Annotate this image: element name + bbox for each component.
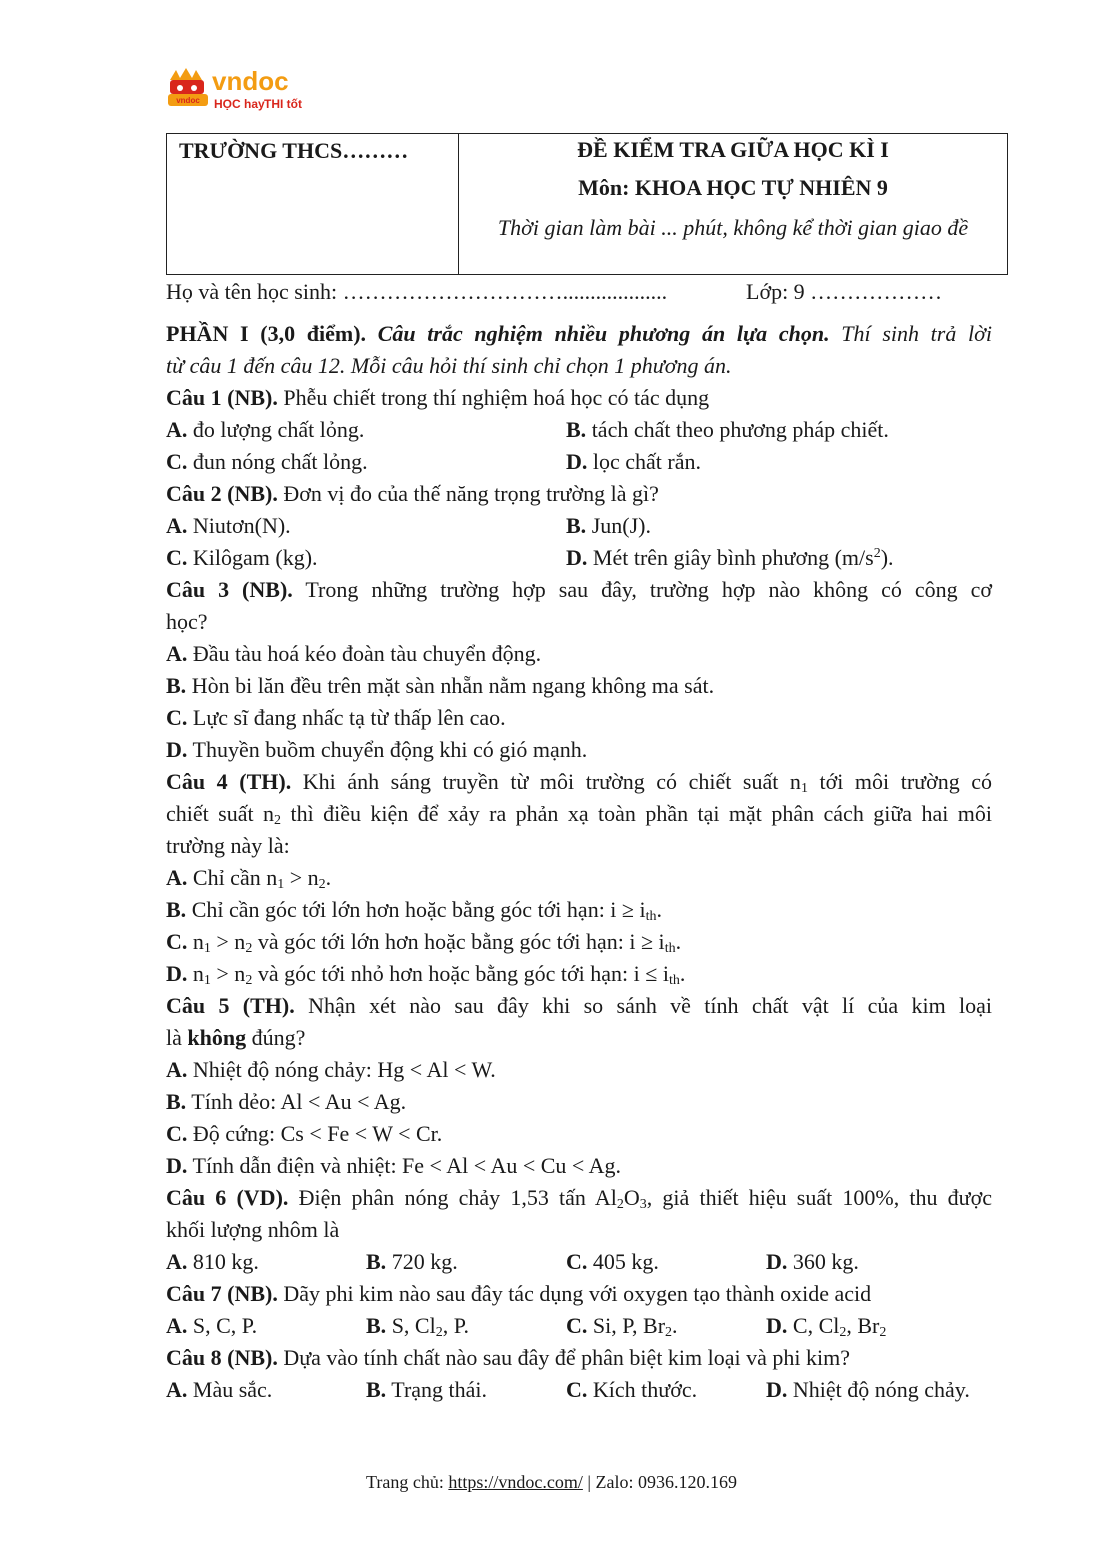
question-7 xyxy=(166,1278,992,1310)
q2-option-a: A. Niutơn(N). xyxy=(166,513,291,538)
footer-zalo: | Zalo: 0936.120.169 xyxy=(587,1472,737,1492)
q7-label: Câu 7 (NB). xyxy=(166,1281,278,1306)
q4-option-d: D. $n_1 > n_2$ và góc tới nhỏ hơn hoặc bằng góc tới hạn: $i \le i_{th}$. xyxy=(166,961,686,988)
q8-option-d: D. Nhiệt độ nóng chảy. xyxy=(766,1377,970,1402)
q6-option-c: C. 405 kg. xyxy=(566,1249,659,1274)
question-2 xyxy=(166,478,992,510)
part1-instruction-2: từ câu 1 đến câu 12. Mỗi câu hỏi thí sinh chỉ chọn 1 phương án. xyxy=(166,353,732,378)
q1-option-d: D. lọc chất rắn. xyxy=(566,449,701,474)
q5-option-a: A. Nhiệt độ nóng chảy: Hg < Al < W. xyxy=(166,1057,496,1082)
school-name: TRƯỜNG THCS……… xyxy=(167,134,459,274)
exam-header xyxy=(166,133,1008,275)
question-5 xyxy=(166,990,992,1022)
q8-option-a: A. Màu sắc. xyxy=(166,1377,273,1402)
q8-option-c: C. Kích thước. xyxy=(566,1377,698,1402)
page-footer xyxy=(0,1472,1103,1493)
q7-option-c: C. Si, P, $Br_2$. xyxy=(566,1313,678,1340)
q1-options-row-1 xyxy=(166,414,992,446)
question-6: Câu 6 (VD). Điện phân nóng chảy 1,53 tấn $Al_2O_3$, giả thiết hiệu suất 100%, thu được xyxy=(166,1185,992,1212)
q5-label: Câu 5 (TH). xyxy=(166,993,295,1018)
q6-option-a: A. 810 kg. xyxy=(166,1249,259,1274)
class-label: Lớp: 9 ……………… xyxy=(746,279,943,304)
question-3 xyxy=(166,574,992,606)
logo-brand: vndoc xyxy=(212,66,289,96)
logo-slogan-2: THI tốt xyxy=(264,97,302,111)
vndoc-logo-mark xyxy=(166,66,326,112)
q7-option-b: B. S, $Cl_2$, P. xyxy=(366,1313,470,1340)
q2-text: Đơn vị đo của thế năng trọng trường là gì? xyxy=(283,481,659,506)
q6-option-b: B. 720 kg. xyxy=(366,1249,458,1274)
q3-option-b: B. Hòn bi lăn đều trên mặt sàn nhẵn nằm ngang không ma sát. xyxy=(166,673,715,698)
exam-title: ĐỀ KIỂM TRA GIỮA HỌC KÌ I xyxy=(577,137,889,162)
q6-label: Câu 6 (VD). xyxy=(166,1185,289,1210)
q6-text-2: khối lượng nhôm là xyxy=(166,1217,340,1242)
q5-option-b: B. Tính dẻo: Al < Au < Ag. xyxy=(166,1089,407,1114)
q4-option-c: C. $n_1 > n_2$ và góc tới lớn hơn hoặc bằng góc tới hạn: $i \ge i_{th}$. xyxy=(166,929,682,956)
q6-options xyxy=(166,1246,992,1278)
q6-option-d: D. 360 kg. xyxy=(766,1249,859,1274)
q4-label: Câu 4 (TH). xyxy=(166,769,292,794)
question-4: Câu 4 (TH). Khi ánh sáng truyền từ môi trường có chiết suất $n_1$ tới môi trường có xyxy=(166,769,993,796)
q2-option-b: B. Jun(J). xyxy=(566,513,651,538)
q2-options-row-2 xyxy=(166,542,992,574)
q7-text: Dãy phi kim nào sau đây tác dụng với oxygen tạo thành oxide acid xyxy=(283,1281,872,1306)
q4-text-3: trường này là: xyxy=(166,833,290,858)
vndoc-logo xyxy=(166,66,326,112)
part1-instruction-bold: Câu trắc nghiệm nhiều phương án lựa chọn. xyxy=(377,321,830,346)
q3-text-1: Trong những trường hợp sau đây, trường hợp nào không có công cơ xyxy=(305,577,993,602)
q4-option-a: A. Chỉ cần $n_1 > n_2$. xyxy=(166,865,332,892)
exam-content xyxy=(166,276,992,1406)
student-name-label: Họ và tên học sinh: …………………………................... xyxy=(166,279,668,304)
q1-label: Câu 1 (NB). xyxy=(166,385,278,410)
q1-options-row-2 xyxy=(166,446,992,478)
q8-option-b: B. Trạng thái. xyxy=(366,1377,488,1402)
logo-slogan-1: HỌC hay xyxy=(214,97,265,111)
student-info xyxy=(166,276,992,308)
q5-option-d: D. Tính dẫn điện và nhiệt: Fe < Al < Au < Cu < Ag. xyxy=(166,1153,621,1178)
part1-title: PHẦN I (3,0 điểm). xyxy=(166,321,367,346)
q7-option-d: D. C, $Cl_2$, $Br_2$ xyxy=(766,1313,887,1340)
q7-options xyxy=(166,1310,992,1342)
q5-text-2: là không đúng? xyxy=(166,1025,306,1050)
q8-text: Dựa vào tính chất nào sau đây để phân biệt kim loại và phi kim? xyxy=(283,1345,851,1370)
q2-label: Câu 2 (NB). xyxy=(166,481,278,506)
logo-badge: vndoc xyxy=(176,96,200,105)
exam-time-note: Thời gian làm bài ... phút, không kể thời gian giao đề xyxy=(497,215,969,240)
q3-option-c: C. Lực sĩ đang nhấc tạ từ thấp lên cao. xyxy=(166,705,506,730)
q2-option-d: D. Mét trên giây bình phương $(m/s^2)$. xyxy=(566,545,894,570)
part1-instruction-1: Thí sinh trả lời xyxy=(841,321,993,346)
q8-label: Câu 8 (NB). xyxy=(166,1345,278,1370)
part1-heading xyxy=(166,318,992,350)
q7-option-a: A. S, C, P. xyxy=(166,1313,258,1338)
q3-label: Câu 3 (NB). xyxy=(166,577,293,602)
q2-options-row-1 xyxy=(166,510,992,542)
exam-subject: Môn: KHOA HỌC TỰ NHIÊN 9 xyxy=(578,175,888,200)
exam-title-block xyxy=(459,134,1007,274)
q8-options xyxy=(166,1374,992,1406)
q1-option-c: C. đun nóng chất lỏng. xyxy=(166,449,368,474)
q2-option-c: C. Kilôgam (kg). xyxy=(166,545,318,570)
q3-option-d: D. Thuyền buồm chuyển động khi có gió mạnh. xyxy=(166,737,588,762)
q3-option-a: A. Đầu tàu hoá kéo đoàn tàu chuyển động. xyxy=(166,641,542,666)
q1-option-a: A. đo lượng chất lỏng. xyxy=(166,417,365,442)
q1-text: Phễu chiết trong thí nghiệm hoá học có tác dụng xyxy=(283,385,710,410)
q4-text-2: chiết suất $n_2$ thì điều kiện để xảy ra phản xạ toàn phần tại mặt phân cách giữa hai môi xyxy=(166,801,992,828)
question-8 xyxy=(166,1342,992,1374)
footer-prefix: Trang chủ: xyxy=(366,1472,444,1492)
q4-option-b: B. Chỉ cần góc tới lớn hơn hoặc bằng góc tới hạn: $i \ge i_{th}$. xyxy=(166,897,662,924)
q3-text-2: học? xyxy=(166,609,208,634)
q5-option-c: C. Độ cứng: Cs < Fe < W < Cr. xyxy=(166,1121,443,1146)
footer-homepage-link[interactable]: https://vndoc.com/ xyxy=(448,1472,583,1492)
q1-option-b: B. tách chất theo phương pháp chiết. xyxy=(566,417,889,442)
q5-text-1: Nhận xét nào sau đây khi so sánh về tính chất vật lí của kim loại xyxy=(308,993,993,1018)
question-1 xyxy=(166,382,992,414)
